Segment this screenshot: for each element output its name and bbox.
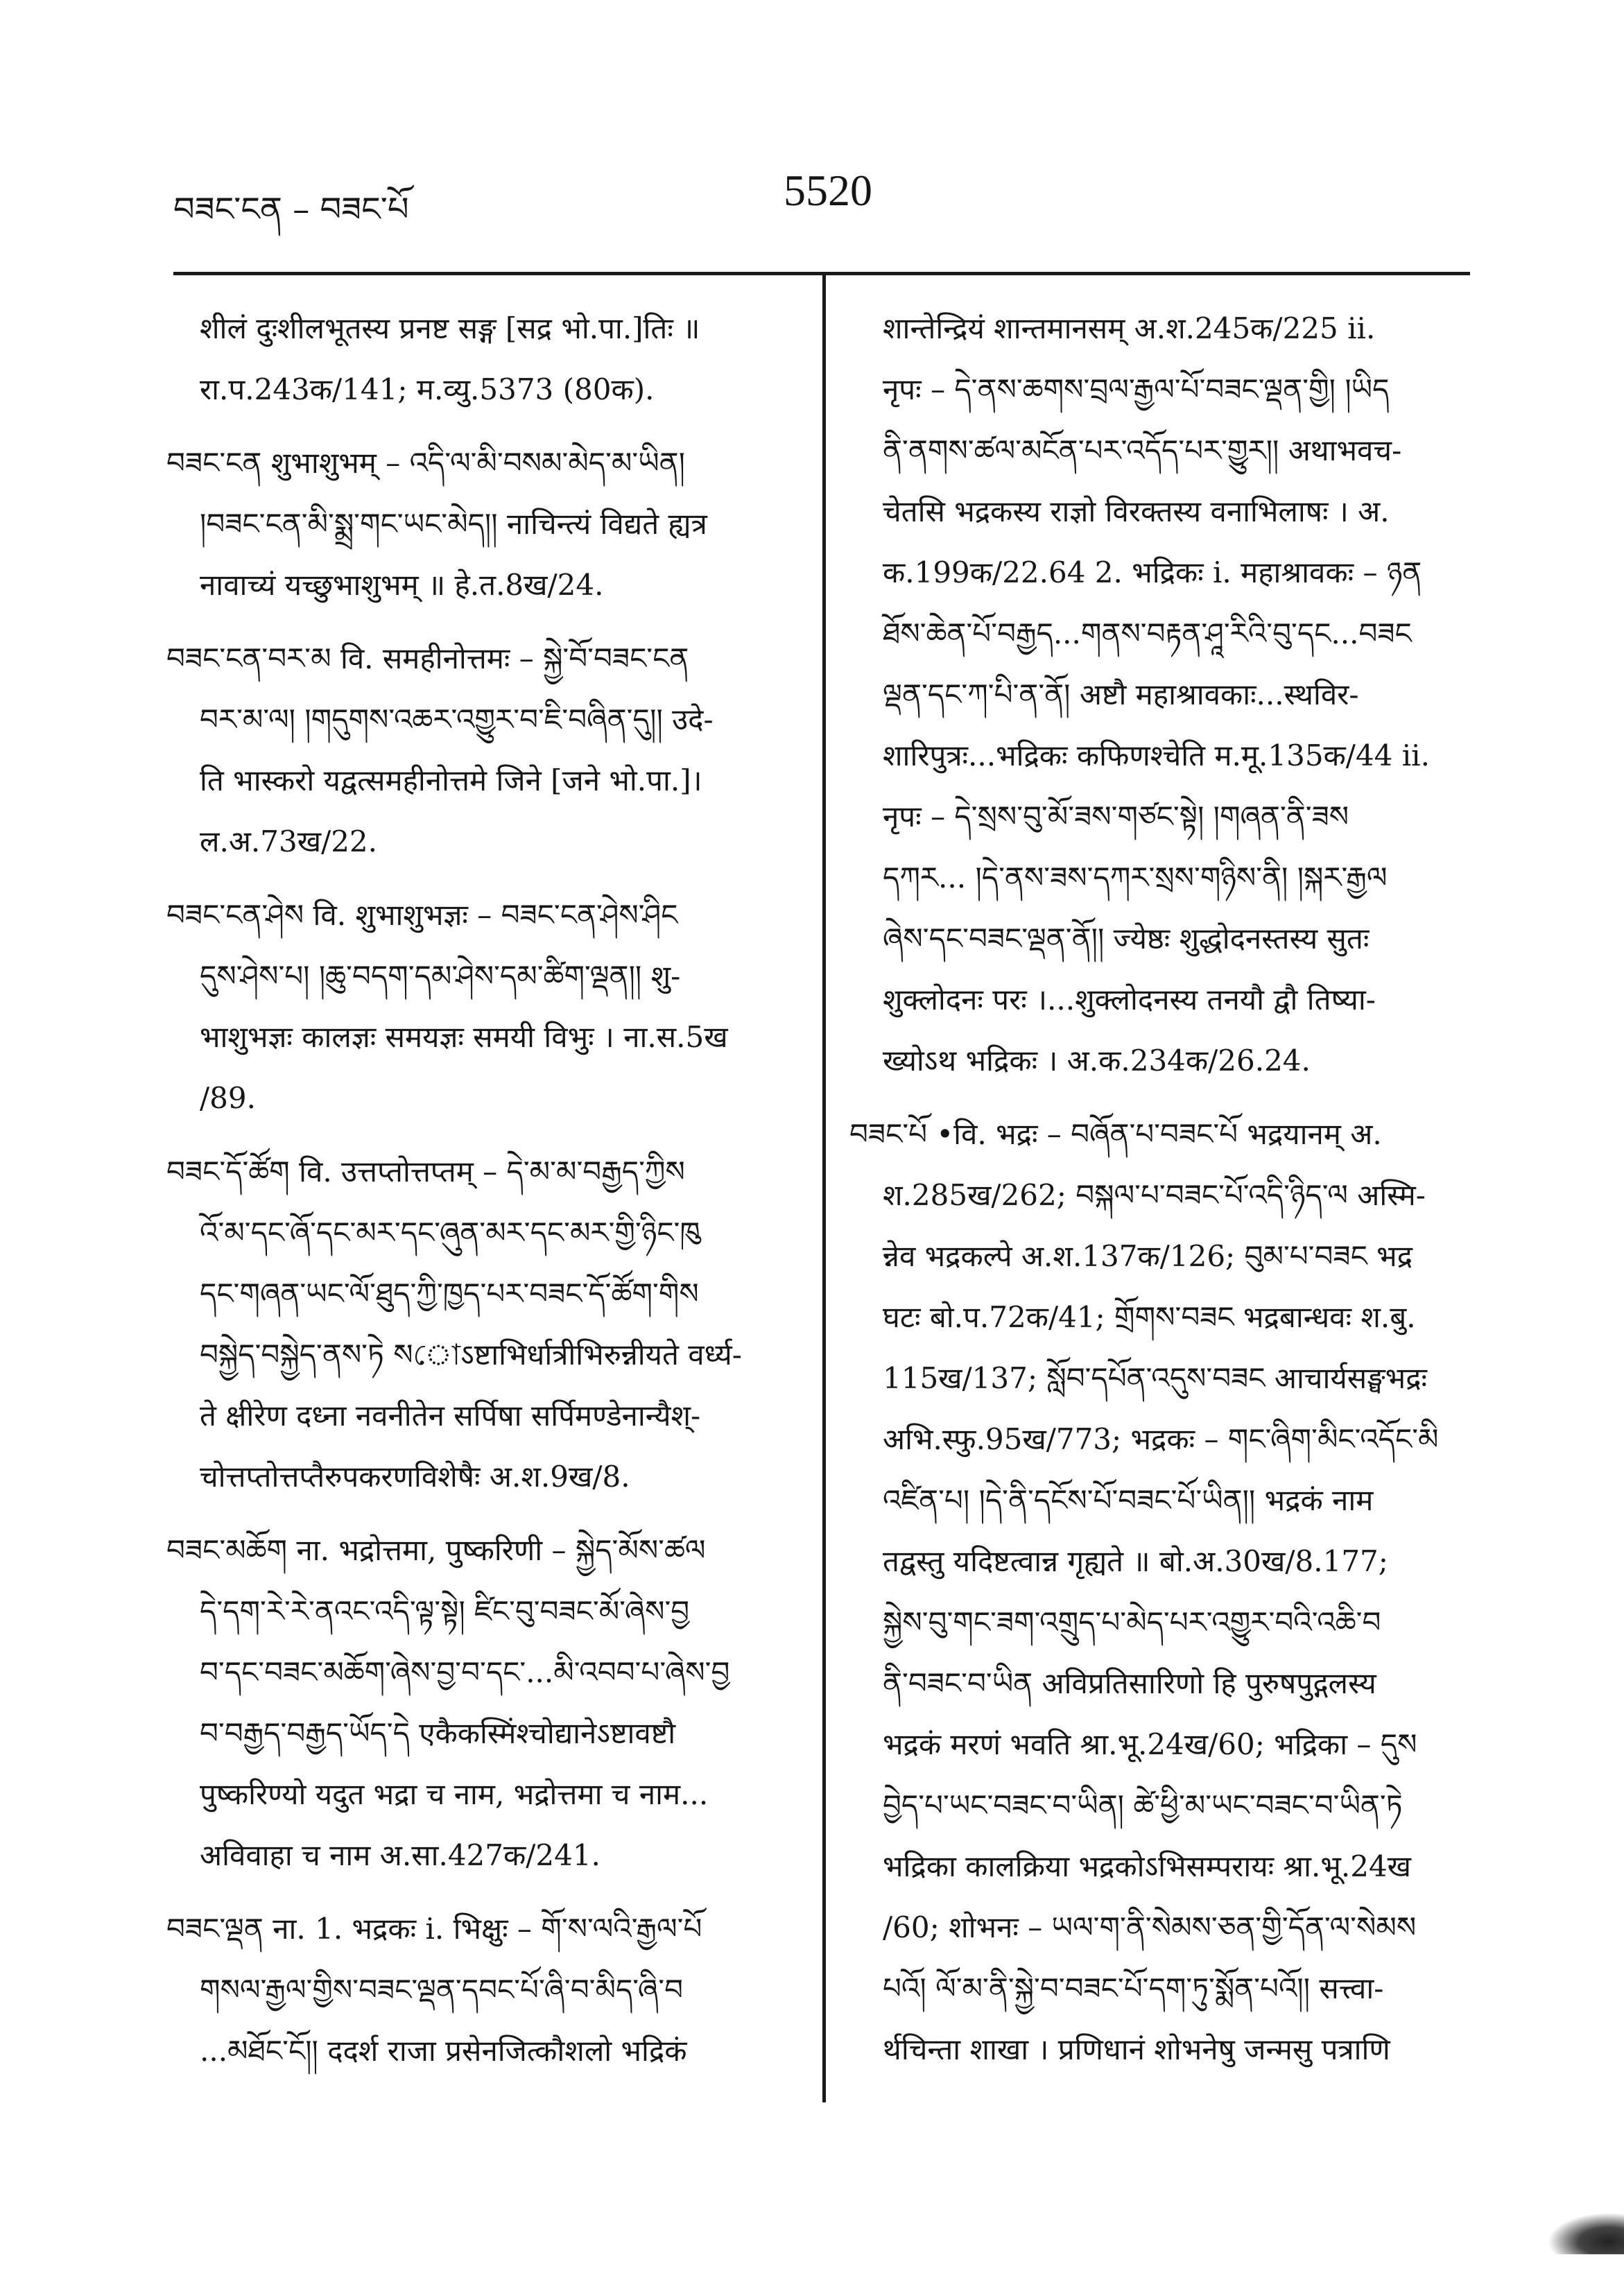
entry-text-line: བསྐྱེད་བསྐྱེད་ནས་ཏེ སোऽष्टाभिर्धात्रीभिरुन्नीयते वर्ध्य- (200, 1338, 742, 1372)
left-column (166, 298, 791, 2094)
entry-text-line: ཞེས་དང་བཟང་ལྡན་ནོ།། ज्येष्ठः शुद्धोदनस्तस्य सुतः (883, 922, 1370, 956)
entry-headword-line: བཟང་ངན་ཤེས वि. शुभाशुभज्ञः – བཟང་ངན་ཤེས་ཤིང (166, 898, 678, 932)
entry-headword-line: शीलं दुःशीलभूतस्य प्रनष्ट सङ्ग [सद्र भो.पा.]तिः ॥ (200, 311, 700, 345)
entry-text-line: ཐོས་ཆེན་པོ་བརྒྱད...གནས་བརྟན་ཤཱ་རིའི་བུ་དང...བཟང (883, 616, 1412, 650)
page-number: 5520 (784, 166, 872, 215)
entry-text-line: अभि.स्फु.95ख/773; भद्रकः – གང་ཞིག་མིང་འདོང་མི (883, 1422, 1439, 1456)
dictionary-entry (166, 433, 791, 616)
entry-headword-line: བཟང་དོ་ཚོག वि. उत्तप्तोत्तप्तम् – དེ་མ་མ་བརྒྱད་ཀྱིས (166, 1155, 685, 1188)
entry-text-line: श.285ख/262; བསྐལ་པ་བཟང་པོ་འདི་ཉིད་ལ अस्मि- (883, 1178, 1426, 1212)
entry-text-line: ནི་ནགས་ཚལ་མངོན་པར་འདོད་པར་གྱུར།། अथाभवच- (883, 433, 1402, 467)
entry-text-line: नावाच्यं यच्छुभाशुभम् ॥ हे.त.8ख/24. (200, 568, 604, 602)
entry-text-line: བྱེད་པ་ཡང་བཟང་བ་ཡིན། ཚེ་ཕྱི་མ་ཡང་བཟང་བ་ཡིན་ཏེ (883, 1788, 1403, 1822)
entry-text-line: བ་བརྒྱད་བརྒྱད་ཡོད་དེ एकैकस्मिंश्चोद्यानेऽष्टावष्टौ (200, 1716, 676, 1750)
entry-text-line: चोत्तप्तोत्तप्तैरुपकरणविशेषैः अ.श.9ख/8. (200, 1460, 630, 1494)
entry-headword-line: བཟང་པོ •वि. भद्रः – བཞོན་པ་བཟང་པོ भद्रयानम् अ. (849, 1117, 1382, 1151)
header-entry-range: བཟང་ངན – བཟང་པོ (173, 190, 409, 229)
entry-text-line: །བཟང་ངན་མི་སྨྲ་གང་ཡང་མེད།། नाचिन्त्यं विद्यते ह्यत्र (200, 507, 707, 541)
entry-text-line: घटः बो.प.72क/41; གྲོགས་བཟང भद्रबान्धवः श.बु. (883, 1300, 1416, 1334)
entry-text-line: पुष्करिण्यो यदुत भद्रा च नाम, भद्रोत्तमा च नाम... (200, 1777, 709, 1811)
entry-text-line: ...མཐོང་ངོ།། ददर्श राजा प्रसेनजित्कौशलो भद्रिकं (200, 2034, 687, 2068)
entry-text-line: དཀར... །དེ་ནས་ཟས་དཀར་སྲས་གཉིས་ནི། །སྐར་རྒྱལ (883, 861, 1388, 894)
entry-text-line: ख्योऽथ भद्रिकः । अ.क.234क/26.24. (883, 1044, 1311, 1078)
entry-text-line: ལྡན་དང་ཀ་པི་ན་ནོ། अष्टौ महाश्रावकाः...स्थविर- (883, 677, 1359, 711)
dictionary-entry (166, 1520, 791, 1886)
entry-text-line: शुक्लोदनः परः ।...शुक्लोदनस्य तनयौ द्वौ तिष्या- (883, 983, 1376, 1017)
entry-headword-line: བཟང་ལྡན ना. 1. भद्रकः i. भिक्षुः – གོ་ས་ལའི་རྒྱལ་པོ (166, 1912, 702, 1946)
entry-text-line: तद्वस्तु यदिष्टत्वान्न गृह्यते ॥ बो.अ.30ख/8.177; (883, 1544, 1388, 1578)
entry-headword-line: བཟང་ངན་བར་མ वि. समहीनोत्तमः – སྐྱེ་བོ་བཟང་ངན (166, 641, 689, 675)
column-divider (822, 272, 826, 2102)
right-column (849, 298, 1474, 2093)
entry-text-line: भद्रिका कालक्रिया भद्रकोऽभिसम्परायः श्रा.भू.24ख (883, 1849, 1412, 1883)
entry-text-line: པའོ། ལོ་མ་ནི་སྐྱེ་བ་བཟང་པོ་དག་ཏུ་སྨོན་པའོ།། सत्त्वा- (883, 1971, 1384, 2005)
dictionary-entry (849, 1104, 1474, 2080)
entry-text-line: སྐྱེས་བུ་གང་ཟག་འགྲུད་པ་མེད་པར་འགྱུར་བའི་འཆི་བ (883, 1605, 1381, 1639)
entry-text-line: र्थचिन्ता शाखा । प्रणिधानं शोभनेषु जन्मसु पत्राणि (883, 2032, 1390, 2066)
entry-text-line: अविवाहा च नाम अ.सा.427क/241. (200, 1838, 601, 1872)
entry-text-line: འཛིན་པ། །དེ་ནི་དངོས་པོ་བཟང་པོ་ཡིན།། भद्रकं नाम (883, 1483, 1374, 1517)
entry-text-line: नृपः – དེ་ནས་ཆགས་བྲལ་རྒྱལ་པོ་བཟང་ལྡན་གྱི། །ཡིད (883, 372, 1390, 406)
entry-text-line: དེ་དག་རེ་རེ་ནའང་འདི་ལྟ་སྟེ། ཛིང་བུ་བཟང་མོ་ཞེས་བྱ (200, 1594, 690, 1628)
entry-text-line: भद्रकं मरणं भवति श्रा.भू.24ख/60; भद्रिका – དུས (883, 1727, 1417, 1761)
entry-text-line: ल.अ.73ख/22. (200, 824, 378, 858)
dictionary-entry (166, 628, 791, 872)
scan-artifact (1548, 2213, 1624, 2254)
entry-text-line: དང་གཞན་ཡང་ལོ་ཐུད་ཀྱི་ཁྱད་པར་བཟང་དོ་ཚོག་གིས (200, 1277, 699, 1311)
entry-text-line: བར་མ་ལ། །གདུགས་འཆར་འགྱུར་བ་ཇི་བཞིན་དུ།། उदे- (200, 702, 714, 736)
dictionary-entry (166, 1141, 791, 1507)
entry-text-line: न्नेव भद्रकल्पे अ.श.137क/126; བུམ་པ་བཟང भद्र (883, 1239, 1413, 1273)
dictionary-entry (166, 298, 791, 420)
entry-headword-line: བཟང་མཆོག ना. भद्रोत्तमा, पुष्करिणी – སྐྱེད་མོས་ཚལ (166, 1533, 706, 1567)
entry-text-line: བ་དང་བཟང་མཆོག་ཞེས་བྱ་བ་དང་...མི་འབབ་པ་ཞེས་བྱ (200, 1655, 730, 1689)
entry-text-line: ནི་བཟང་བ་ཡིན अविप्रतिसारिणो हि पुरुषपुद्गलस्य (883, 1666, 1376, 1700)
dictionary-entry (166, 1899, 791, 2082)
dictionary-entry (849, 298, 1474, 1091)
entry-text-line: འོ་མ་དང་ཞོ་དང་མར་དང་ཞུན་མར་དང་མར་གྱི་ཉིང་ཁུ (200, 1216, 700, 1250)
entry-text-line: /60; शोभनः – ཡལ་ག་ནི་སེམས་ཅན་གྱི་དོན་ལ་སེམས (883, 1910, 1417, 1944)
entry-text-line: 115ख/137; སློབ་དཔོན་འདུས་བཟང आचार्यसङ्घभद्रः (883, 1361, 1427, 1395)
dictionary-entry (166, 885, 791, 1129)
entry-text-line: चेतसि भद्रकस्य राज्ञो विरक्तस्य वनाभिलाषः । अ. (883, 494, 1390, 528)
entry-text-line: ते क्षीरेण दध्ना नवनीतेन सर्पिषा सर्पिमण्डेनान्यैश्- (200, 1399, 701, 1433)
entry-headword-line: བཟང་ངན शुभाशुभम् – འདི་ལ་མི་བསམ་མེད་མ་ཡིན། (166, 446, 686, 480)
entry-text-line: भाशुभज्ञः कालज्ञः समयज्ञः समयी विभुः । ना.स.5ख (200, 1020, 728, 1054)
entry-text-line: नृपः – དེ་སྲས་བུ་མོ་ཟས་གཙང་སྟེ། །གཞན་ནི་ཟས (883, 799, 1349, 833)
entry-text-line: ति भास्करो यद्वत्समहीनोत्तमे जिने [जने भो.पा.]। (200, 763, 702, 797)
entry-text-line: रा.प.243क/141; म.व्यु.5373 (80क). (200, 372, 655, 406)
header-rule (173, 272, 1470, 275)
entry-headword-line: शान्तेन्द्रियं शान्तमानसम् अ.श.245क/225 ii. (883, 311, 1376, 345)
entry-text-line: क.199क/22.64 2. भद्रिकः i. महाश्रावकः – ཉན (883, 555, 1422, 589)
entry-text-line: शारिपुत्रः...भद्रिकः कफिणश्चेति म.मू.135क/44 ii. (883, 738, 1430, 772)
entry-text-line: དུས་ཤེས་པ། །ཆུ་བདག་དམ་ཤེས་དམ་ཚིག་ལྡན།། शु- (200, 959, 681, 993)
entry-text-line: /89. (200, 1081, 256, 1115)
entry-text-line: གསལ་རྒྱལ་གྱིས་བཟང་ལྡན་དབང་པོ་ཞི་བ་མིད་ཞི་བ (200, 1973, 683, 2007)
